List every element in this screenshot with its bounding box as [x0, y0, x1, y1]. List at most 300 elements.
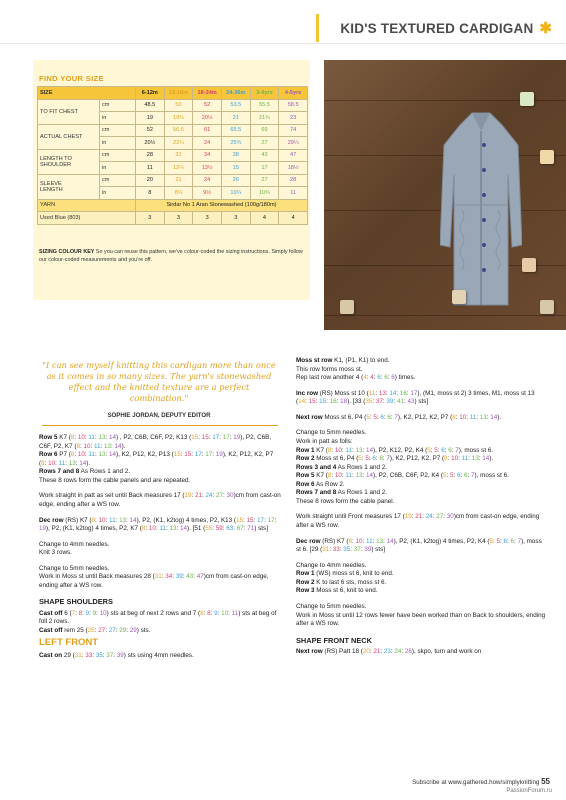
size-table-heading: FIND YOUR SIZE	[39, 74, 104, 83]
size-header-cell: 18-24m	[193, 87, 222, 100]
text-fragment: ). [33 (	[347, 398, 366, 406]
unit-cell: cm	[100, 149, 136, 162]
unit-cell: in	[100, 187, 136, 200]
size-value: 5	[434, 446, 438, 454]
size-value: 13	[471, 455, 479, 463]
value-cell: 21¾	[250, 112, 279, 125]
size-value: 5	[358, 455, 362, 463]
text-fragment: K to last 6 sts, moss st 6.	[314, 578, 387, 586]
value-cell: 13½	[193, 162, 222, 175]
value-cell: 29¼	[279, 137, 308, 150]
size-value: 10	[451, 455, 459, 463]
text-fragment: ), P2, (K1, k2tog) 4 times, P2, K4 (	[393, 537, 490, 545]
unit-cell: cm	[100, 99, 136, 112]
change-needles-instruction	[39, 541, 282, 558]
dec-row-instruction	[39, 517, 282, 534]
size-value: 24	[205, 492, 213, 500]
text-fragment: Rows 3 and 4	[296, 463, 337, 471]
size-value: 14	[386, 537, 394, 545]
size-value: 13	[98, 451, 106, 459]
size-value: 39	[364, 546, 372, 554]
size-value: 7	[471, 472, 475, 480]
size-value: 15	[319, 398, 327, 406]
size-value: 41	[396, 398, 404, 406]
size-value: 10	[99, 609, 107, 617]
text-fragment: K7 (	[314, 446, 328, 454]
size-value: 10	[221, 609, 229, 617]
text-fragment: (RS) Patt 18 (	[322, 647, 363, 655]
size-value: 47	[196, 573, 204, 581]
size-header-cell: 6-12m	[136, 87, 165, 100]
toy-block-icon	[540, 150, 554, 164]
size-value: 11	[469, 413, 477, 421]
value-cell: 17	[250, 162, 279, 175]
size-value: 7	[394, 413, 398, 421]
text-fragment: Row 2	[296, 578, 315, 586]
text-fragment: 29 (	[62, 652, 75, 660]
moss-back-instruction	[39, 565, 282, 591]
text-fragment: ), moss st 6. [29 (	[296, 537, 542, 554]
text-fragment: ) sts]	[371, 546, 385, 554]
size-value: 71	[247, 525, 255, 533]
size-value: 9	[85, 609, 90, 617]
size-value: 8	[78, 609, 83, 617]
value-cell: 11	[279, 187, 308, 200]
size-value: 6	[448, 446, 452, 454]
text-fragment: ).	[497, 413, 502, 421]
text-fragment: These 8 rows form the cable panels and are repeated.	[39, 476, 191, 484]
text-fragment: ).	[489, 455, 494, 463]
size-value: 10	[98, 516, 106, 524]
page-title: KID'S TEXTURED CARDIGAN	[340, 20, 534, 36]
size-value: 39	[386, 398, 394, 406]
text-fragment: (RS) Moss st 10 (	[318, 389, 369, 397]
size-value: 14	[114, 442, 122, 450]
text-fragment: Next row	[296, 647, 323, 655]
value-cell: 11	[136, 162, 165, 175]
measurement-row	[38, 99, 308, 112]
text-fragment: As Row 2.	[314, 480, 345, 488]
size-value: 11	[345, 446, 352, 454]
size-value: 15	[236, 516, 244, 524]
value-cell: 21	[164, 174, 193, 187]
size-values: 5: 5: 6: 6: 7	[489, 537, 522, 545]
size-value: 5	[373, 413, 377, 421]
unit-cell: in	[100, 137, 136, 150]
size-value: 11	[109, 516, 116, 524]
size-header-cell: 4-5yrs	[279, 87, 308, 100]
text-fragment: Work straight until Front measures 17 (	[296, 513, 405, 521]
size-values: 8: 10: 11: 13: 14	[452, 413, 498, 421]
size-value: 6	[387, 413, 391, 421]
size-value: 6	[441, 446, 445, 454]
text-fragment: Next row	[296, 413, 323, 421]
size-values: 20: 21: 23: 24: 26	[362, 647, 412, 655]
size-value: 6	[384, 374, 388, 382]
size-value: 13	[119, 516, 127, 524]
size-values: 19: 21: 24: 27: 30	[404, 513, 454, 521]
size-values: 8: 10: 11: 13: 14	[76, 442, 122, 450]
text-fragment: ), P2, C6B, C6F, P2, K4 (	[372, 472, 443, 480]
measurement-row	[38, 124, 308, 137]
text-fragment: ), skpo, turn and work on	[411, 647, 482, 655]
value-cell: 52	[136, 124, 165, 137]
size-value: 6	[380, 413, 384, 421]
size-value: 27	[98, 626, 106, 634]
sizing-key-text: So you can reuse this pattern, we've colour-coded the sizing instructions. Simply follow our colour-coded measurements and you're off.	[39, 249, 303, 263]
shape-shoulders-heading: SHAPE SHOULDERS	[39, 597, 113, 607]
value-cell: 31	[164, 149, 193, 162]
value-cell: 55.5	[250, 99, 279, 112]
size-values: 8: 10: 11: 13: 14	[141, 525, 188, 533]
text-fragment: Work in patt as folls:	[296, 437, 353, 445]
size-values: 8: 10: 11: 13: 14	[70, 434, 116, 441]
text-fragment: rem 25 (	[62, 626, 88, 634]
size-value: 24	[394, 647, 402, 655]
yarn-label: YARN	[38, 199, 136, 212]
text-fragment: Dec row	[296, 537, 321, 545]
text-fragment: Change to 4mm needles.	[296, 561, 367, 569]
size-value: 23	[383, 647, 391, 655]
cast-off-instruction	[39, 610, 282, 636]
size-value: 14	[365, 472, 373, 480]
size-value: 30	[446, 513, 454, 521]
size-value: 8	[91, 516, 96, 524]
size-value: 8	[444, 455, 448, 463]
size-value: 13	[376, 537, 384, 545]
text-fragment: )cm from cast-on edge, ending after a WS row.	[39, 492, 281, 508]
used-value: 3	[136, 212, 165, 225]
text-fragment: P7 (	[57, 451, 71, 459]
size-value: 59	[215, 525, 223, 533]
size-value: 10	[148, 525, 156, 533]
size-value: 29	[119, 626, 127, 634]
text-fragment: This row forms moss st.	[296, 365, 363, 373]
size-value: 11	[88, 451, 95, 459]
size-values: 5: 5: 6: 6: 7	[427, 446, 459, 454]
size-value: 11	[93, 442, 101, 450]
asterisk-icon: ✱	[539, 20, 552, 37]
size-value: 17	[212, 434, 220, 441]
size-value: 4	[370, 374, 374, 382]
pattern-column-left	[39, 434, 282, 661]
value-cell: 10¼	[221, 187, 250, 200]
size-value: 5	[496, 537, 501, 545]
size-header-cell: 12-18m	[164, 87, 193, 100]
front-moss-instruction	[296, 603, 546, 629]
neck-next-row	[296, 648, 546, 657]
value-cell: 19	[136, 112, 165, 125]
pattern-column-right	[296, 357, 546, 656]
size-values: 25: 27: 27: 29: 29	[87, 626, 137, 634]
size-value: 5	[365, 455, 369, 463]
size-value: 13	[355, 446, 363, 454]
text-fragment: ), P2, C6B, C6F, P2, K7 (	[39, 434, 272, 450]
value-cell: 20	[136, 174, 165, 187]
value-cell: 25¾	[221, 137, 250, 150]
value-cell: 12¼	[164, 162, 193, 175]
text-fragment: 6 (	[62, 609, 72, 617]
size-values: 7: 8: 9: 9: 10	[71, 609, 107, 617]
size-value: 11	[345, 472, 352, 480]
size-value: 35	[343, 546, 351, 554]
text-fragment: Row 5	[39, 434, 58, 441]
text-fragment: ).	[86, 459, 91, 467]
cast-on-instruction	[39, 652, 282, 661]
value-cell: 26	[221, 174, 250, 187]
value-cell: 34	[193, 149, 222, 162]
size-value: 17	[267, 516, 275, 524]
text-fragment: ) sts]	[414, 398, 429, 406]
text-fragment: Moss st row	[296, 357, 333, 364]
front-dec-row	[296, 538, 546, 555]
size-value: 26	[404, 647, 412, 655]
text-fragment: Work in Moss st until 12 rows fewer have been worked than on Back to shoulders, ending after a WS row.	[296, 611, 546, 628]
size-value: 11	[461, 455, 469, 463]
size-value: 6	[379, 455, 383, 463]
cardigan-illustration	[440, 105, 522, 320]
size-value: 11	[366, 537, 373, 545]
measurement-label: ACTUAL CHEST	[38, 124, 100, 149]
left-front-heading: LEFT FRONT	[39, 637, 99, 649]
size-values: 8: 10: 11: 13: 14	[327, 446, 373, 454]
size-value: 14	[490, 413, 498, 421]
measurement-label: TO FIT CHEST	[38, 99, 100, 124]
text-fragment: (WS) moss st 6, knit to end.	[314, 570, 394, 578]
size-value: 4	[363, 374, 367, 382]
size-value: 33	[332, 546, 340, 554]
size-value: 9	[92, 609, 97, 617]
text-fragment: As Rows 1 and 2.	[336, 489, 388, 497]
size-values: 11: 13: 14: 16: 17	[368, 389, 418, 397]
size-value: 6	[503, 537, 508, 545]
text-fragment: Change to 5mm needles.	[296, 602, 367, 610]
size-value: 37	[106, 652, 114, 660]
size-values: 31: 34: 39: 43: 47	[154, 573, 204, 581]
text-fragment: K7 (	[314, 472, 328, 480]
size-value: 16	[329, 398, 337, 406]
size-value: 14	[108, 434, 116, 441]
size-value: 7	[386, 455, 390, 463]
used-value: 4	[250, 212, 279, 225]
size-value: 13	[104, 442, 112, 450]
page-number: 55	[541, 777, 550, 786]
value-cell: 20½	[136, 137, 165, 150]
text-fragment: ). [51 (	[187, 525, 206, 533]
text-fragment: Change to 5mm needles.	[39, 564, 110, 572]
size-value: 8	[70, 434, 75, 441]
text-fragment: ) sts.	[136, 626, 151, 634]
text-fragment: Cast off	[39, 609, 63, 617]
size-value: 34	[165, 573, 173, 581]
measurement-label: SLEEVE LENGTH	[38, 174, 100, 199]
text-fragment: (RS) K7 (	[63, 516, 92, 524]
size-value: 14	[389, 389, 397, 397]
text-fragment: )cm from cast-on edge, ending after a WS row.	[39, 573, 269, 589]
size-value: 31	[322, 546, 330, 554]
size-value: 11	[58, 459, 66, 467]
size-value: 14	[180, 525, 188, 533]
size-value: 6	[372, 455, 376, 463]
subscribe-link[interactable]: Subscribe at www.gathered.how/simplyknitting	[412, 779, 540, 786]
text-fragment: Knit 3 rows.	[39, 549, 72, 557]
measurement-row	[38, 174, 308, 187]
text-fragment: ) sts]	[254, 525, 268, 533]
used-label: Used Blue (803)	[38, 212, 136, 225]
size-value: 5	[449, 472, 454, 480]
size-value: 67	[236, 525, 244, 533]
size-value: 21	[195, 492, 203, 500]
size-value: 7	[71, 609, 76, 617]
unit-cell: cm	[100, 174, 136, 187]
size-value: 15	[246, 516, 254, 524]
size-value: 10	[77, 434, 85, 441]
size-value: 10	[334, 472, 342, 480]
value-cell: 8	[136, 187, 165, 200]
size-value: 24	[425, 513, 433, 521]
text-fragment: ), P2, K12, P2, K4 (	[372, 446, 428, 454]
value-cell: 74	[279, 124, 308, 137]
moss-st-row	[296, 357, 546, 383]
value-cell: 58.5	[279, 99, 308, 112]
size-value: 27	[216, 492, 224, 500]
size-values: 35: 37: 39: 41: 43	[365, 398, 415, 406]
size-value: 8	[207, 609, 211, 617]
value-cell: 38	[221, 149, 250, 162]
value-cell: 9½	[193, 187, 222, 200]
row5-instruction	[39, 434, 282, 485]
size-value: 9	[214, 609, 218, 617]
size-value: 11	[159, 525, 166, 533]
size-values: 5: 5: 6: 6: 7	[358, 455, 390, 463]
text-fragment: ) sts at beg of foll 2 rows.	[39, 609, 277, 626]
size-value: 5	[489, 537, 494, 545]
value-cell: 69	[250, 124, 279, 137]
toy-block-icon	[540, 300, 554, 314]
editor-quote: "I can see myself knitting this cardigan more than once as it comes in so many sizes. The yarn's stonewashed effect and the knitted texture are a perfect combination."	[42, 360, 276, 403]
size-value: 39	[116, 652, 124, 660]
text-fragment: Row 1	[296, 446, 315, 454]
toy-block-icon	[522, 258, 536, 272]
size-header-row	[38, 87, 308, 100]
size-value: 15	[173, 451, 181, 459]
text-fragment: Work straight in patt as set until Back measures 17 (	[39, 492, 185, 500]
size-value: 19	[39, 525, 47, 533]
size-values: 31: 33: 35: 37: 39	[322, 546, 372, 554]
size-value: 30	[226, 492, 234, 500]
text-fragment: Rep last row another 4 (	[296, 374, 364, 382]
text-fragment: ), K2, P12, K2, P7 (	[397, 413, 453, 421]
size-table	[37, 86, 308, 225]
size-values: 31: 33: 35: 37: 39	[74, 652, 124, 660]
size-value: 11	[231, 609, 239, 617]
size-value: 5	[442, 472, 447, 480]
sizing-colour-key	[39, 249, 304, 265]
size-value: 7	[455, 446, 459, 454]
value-cell: 43	[250, 149, 279, 162]
size-value: 35	[95, 652, 103, 660]
size-value: 37	[375, 398, 383, 406]
size-value: 31	[74, 652, 82, 660]
text-fragment: K7 (	[57, 434, 71, 441]
size-values: 5: 5: 6: 6: 7	[442, 472, 475, 480]
value-cell: 23	[279, 112, 308, 125]
toy-block-icon	[340, 300, 354, 314]
size-values: 14: 15: 15: 16: 18	[298, 398, 348, 406]
text-fragment: Cast off	[39, 626, 63, 634]
value-cell: 18½	[279, 162, 308, 175]
size-header-cell: 24-36m	[221, 87, 250, 100]
size-value: 7	[517, 537, 522, 545]
text-fragment: As Rows 1 and 2.	[79, 468, 131, 476]
size-value: 14	[298, 398, 306, 406]
value-cell: 21	[221, 112, 250, 125]
inc-row-instruction	[296, 390, 546, 407]
size-values: 8: 10: 11: 13: 14	[348, 537, 394, 545]
size-value: 31	[154, 573, 162, 581]
size-value: 27	[108, 626, 116, 634]
text-fragment: Rows 7 and 8	[296, 489, 337, 497]
front-garter-rows	[296, 562, 546, 596]
text-fragment: Rows 7 and 8	[39, 468, 80, 476]
size-value: 5	[366, 413, 370, 421]
text-fragment: Moss st 6, P4 (	[314, 455, 359, 463]
size-value: 10	[77, 451, 85, 459]
unit-cell: in	[100, 162, 136, 175]
size-value: 10	[459, 413, 467, 421]
value-cell: 27	[250, 174, 279, 187]
value-cell: 56.5	[164, 124, 193, 137]
quote-divider	[42, 425, 278, 426]
size-value: 33	[85, 652, 93, 660]
size-value: 17	[410, 389, 418, 397]
size-value: 18	[340, 398, 348, 406]
size-value: 5	[427, 446, 431, 454]
value-cell: 19¾	[164, 112, 193, 125]
size-values: 8: 8: 9: 10: 11	[200, 609, 239, 617]
size-value: 8	[141, 525, 146, 533]
used-value: 4	[279, 212, 308, 225]
size-value: 14	[108, 451, 116, 459]
measurement-label: LENGTH TO SHOULDER	[38, 149, 100, 174]
text-fragment: Moss st 6, P4 (	[322, 413, 367, 421]
size-value: 6	[510, 537, 515, 545]
text-fragment: ) , P2, C6B, C6F, P2, K13 (	[115, 434, 192, 441]
size-value: 39	[175, 573, 183, 581]
size-value: 16	[399, 389, 407, 397]
value-cell: 20½	[193, 112, 222, 125]
size-value: 15	[184, 451, 192, 459]
size-value: 6	[457, 472, 461, 480]
size-value: 15	[191, 434, 199, 441]
size-values: 55: 59: 63: 67: 71	[205, 525, 255, 533]
size-value: 14	[79, 459, 87, 467]
size-value: 13	[68, 459, 76, 467]
value-cell: 48.5	[136, 99, 165, 112]
size-value: 6	[391, 374, 395, 382]
size-value: 8	[452, 413, 456, 421]
work-straight-instruction	[39, 492, 282, 509]
text-fragment: ), moss st 6.	[474, 472, 509, 480]
size-values: 8: 10: 11: 13: 14	[41, 459, 87, 467]
next-row-instruction	[296, 414, 546, 423]
value-cell: 50	[164, 99, 193, 112]
used-row	[38, 212, 308, 225]
sizing-key-label: SIZING COLOUR KEY	[39, 249, 95, 255]
value-cell: 27	[250, 137, 279, 150]
text-fragment: K1, (P1, K1) to end.	[332, 357, 390, 364]
size-value: 15	[308, 398, 316, 406]
